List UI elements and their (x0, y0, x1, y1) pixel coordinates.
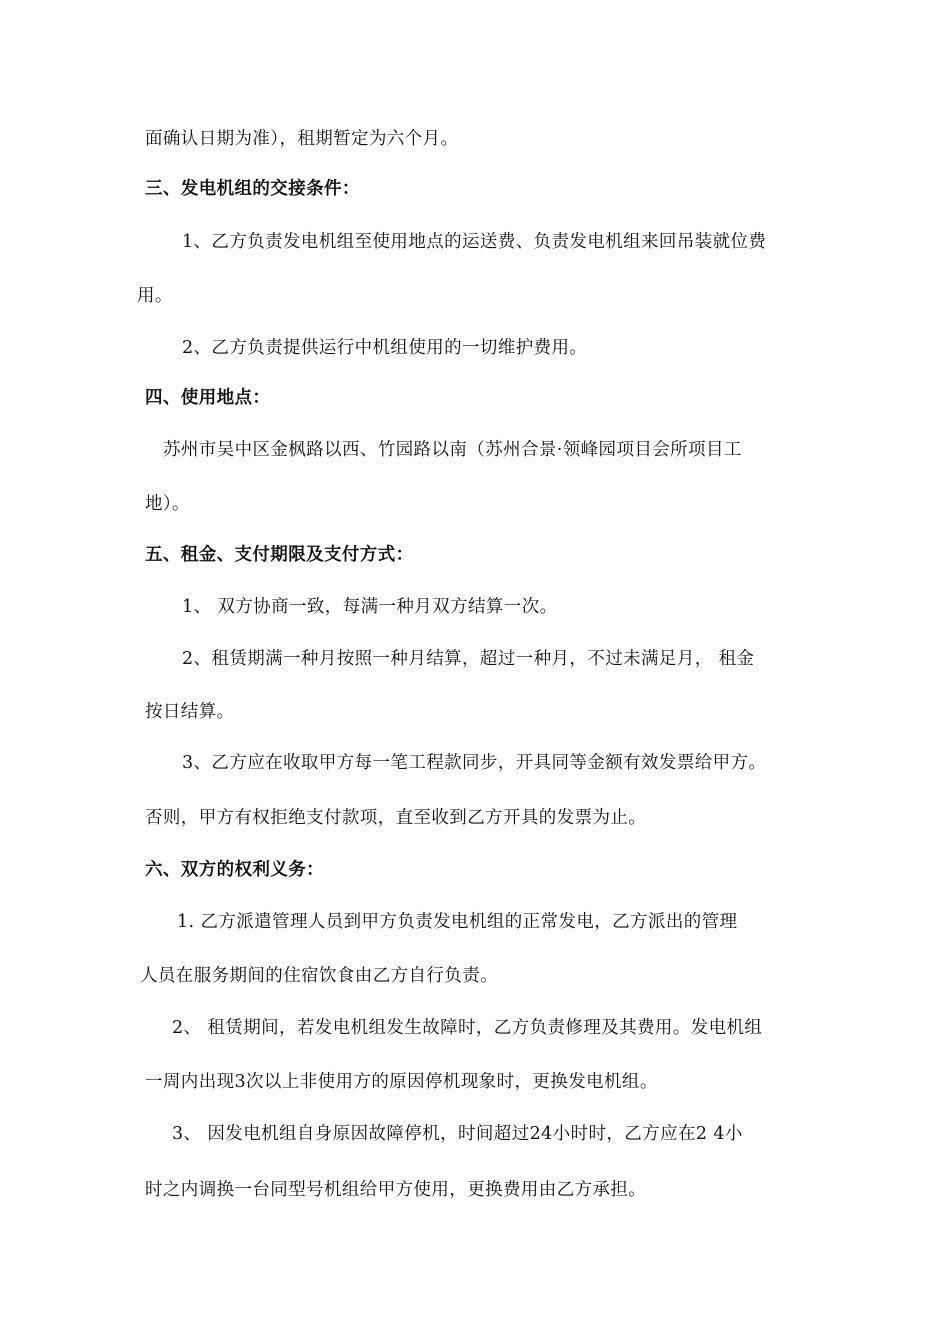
paragraph-line: 地）。 (145, 494, 190, 514)
paragraph-line: 3、 因发电机组自身原因故障停机，时间超过24小时时，乙方应在2 4小 (172, 1124, 743, 1144)
section-heading: 六、双方的权利义务： (145, 860, 324, 880)
paragraph-line: 1、 双方协商一致，每满一种月双方结算一次。 (182, 597, 558, 617)
paragraph-line: 2、 租赁期间，若发电机组发生故障时，乙方负责修理及其费用。发电机组 (172, 1018, 763, 1038)
paragraph-line: 2、乙方负责提供运行中机组使用的一切维护费用。 (182, 338, 588, 358)
paragraph-line: 用。 (137, 286, 173, 306)
paragraph-line: 1. 乙方派遣管理人员到甲方负责发电机组的正常发电，乙方派出的管理 (177, 912, 738, 932)
paragraph-line: 3、乙方应在收取甲方每一笔工程款同步，开具同等金额有效发票给甲方。 (182, 753, 767, 773)
section-heading: 四、使用地点： (145, 388, 271, 408)
paragraph-line: 苏州市吴中区金枫路以西、竹园路以南（苏州合景·领峰园项目会所项目工 (163, 440, 742, 460)
paragraph-line: 1、乙方负责发电机组至使用地点的运送费、负责发电机组来回吊装就位费 (182, 232, 767, 252)
paragraph-line: 人员在服务期间的住宿饮食由乙方自行负责。 (140, 966, 498, 986)
section-heading: 三、发电机组的交接条件： (145, 179, 360, 199)
paragraph-line: 按日结算。 (145, 702, 235, 722)
section-heading: 五、租金、支付期限及支付方式： (145, 545, 414, 565)
paragraph-line: 2、租赁期满一种月按照一种月结算，超过一种月，不过未满足月， 租金 (182, 649, 755, 669)
paragraph-line: 一周内出现3次以上非使用方的原因停机现象时，更换发电机组。 (145, 1072, 658, 1092)
paragraph-line: 面确认日期为准），租期暂定为六个月。 (145, 129, 459, 149)
paragraph-line: 否则，甲方有权拒绝支付款项，直至收到乙方开具的发票为止。 (145, 808, 647, 828)
paragraph-line: 时之内调换一台同型号机组给甲方使用，更换费用由乙方承担。 (145, 1180, 647, 1200)
